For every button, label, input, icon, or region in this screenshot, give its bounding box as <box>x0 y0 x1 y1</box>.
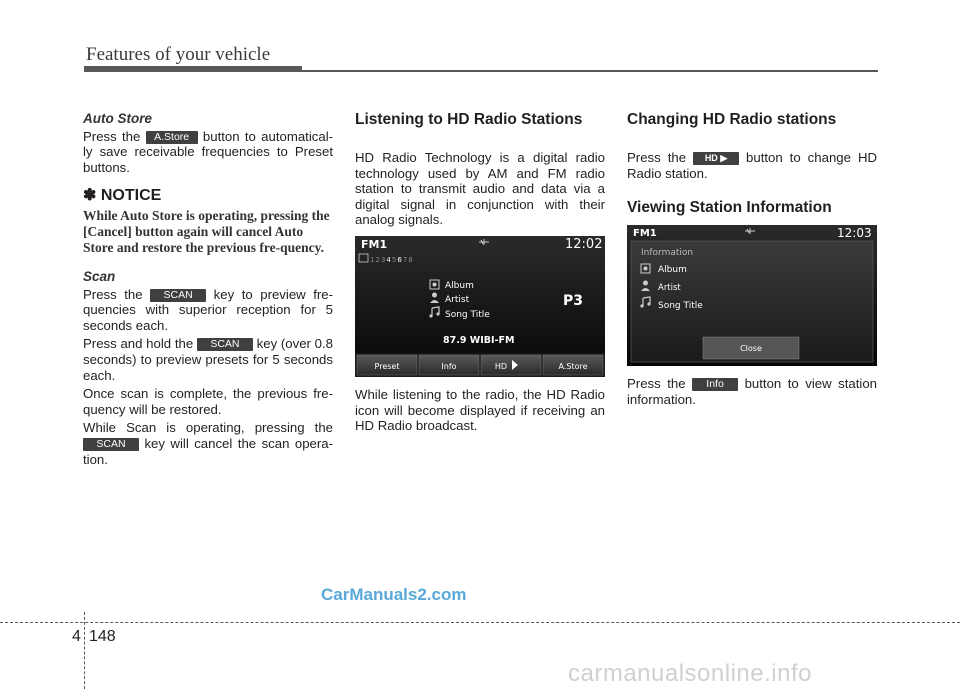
info-panel-title: Information <box>641 248 694 259</box>
preset-indicator: P3 <box>563 292 584 309</box>
artist-label: Artist <box>445 294 470 305</box>
chapter-number: 4 <box>72 628 81 645</box>
watermark-footer: carmanualsonline.info <box>568 660 812 687</box>
info-softkey: Info <box>441 361 457 371</box>
station-name: 87.9 WIBI-FM <box>443 334 515 346</box>
radio-screen-illustration <box>355 236 605 377</box>
scan-button-glyph: SCAN <box>83 438 139 451</box>
hd-radio-paragraph: HD Radio Technology is a digital radio technology used by AM and FM radio station to transmit audio and data via a digital signal in conjunction with their analog signals. <box>355 150 605 228</box>
hd-radio-heading: Listening to HD Radio Stations <box>355 111 583 128</box>
scan-button-glyph: SCAN <box>150 289 206 302</box>
hd-radio-icon-paragraph: While listening to the radio, the HD Radio icon will become displayed if receiving an HD Radio broadcast. <box>355 386 605 434</box>
preset-softkey: Preset <box>374 361 400 371</box>
notice-heading: ✽ NOTICE <box>83 187 162 205</box>
column-1 <box>83 111 333 470</box>
header-rule <box>84 66 302 72</box>
column-3 <box>627 111 877 410</box>
page-number: 148 <box>89 628 116 645</box>
column-2 <box>355 111 605 437</box>
scan-button-glyph: SCAN <box>197 338 253 351</box>
band-label: FM1 <box>633 228 657 240</box>
clock: 12:02 <box>565 236 603 252</box>
footer-rule <box>0 622 960 623</box>
info-screen-illustration <box>627 225 877 366</box>
auto-store-paragraph: Press the A.Store button to automatical-ly save receivable frequencies to Preset buttons. <box>83 128 334 175</box>
page-header-title: Features of your vehicle <box>86 44 271 65</box>
channel-strip: 12345678 <box>370 255 414 264</box>
footer-divider <box>84 612 85 689</box>
info-paragraph: Press the Info button to view station information. <box>627 376 877 407</box>
scan-paragraph-2: Press and hold the SCAN key (over 0.8 seconds) to preview presets for 5 seconds each. <box>83 336 333 383</box>
changing-hd-heading: Changing HD Radio stations <box>627 111 837 128</box>
notice-body: While Auto Store is operating, pressing the [Cancel] button again will cancel Auto Store and restore the previous fre-quency. <box>83 207 330 255</box>
scan-paragraph-4: While Scan is operating, pressing the SCAN key will cancel the scan opera-tion. <box>83 420 333 467</box>
song-title-label: Song Title <box>445 309 490 320</box>
song-title-label: Song Title <box>658 301 703 312</box>
watermark-link[interactable]: CarManuals2.com <box>321 585 467 604</box>
close-softkey: Close <box>740 344 762 354</box>
astore-button-glyph: A.Store <box>146 131 198 144</box>
scan-paragraph-3: Once scan is complete, the previous fre-quency will be restored. <box>83 386 333 417</box>
info-button-glyph: Info <box>692 378 738 391</box>
artist-label: Artist <box>658 283 681 294</box>
album-label: Album <box>658 265 687 276</box>
changing-hd-paragraph: Press the HD ▶ button to change HD Radio station. <box>627 150 877 181</box>
album-label: Album <box>445 280 474 291</box>
auto-store-heading: Auto Store <box>83 111 152 126</box>
band-label: FM1 <box>361 237 388 251</box>
artist-icon <box>432 292 437 297</box>
astore-softkey: A.Store <box>558 361 588 371</box>
hd-button-glyph: HD ▶ <box>693 152 739 165</box>
scan-paragraph-1: Press the SCAN key to preview fre-quencies with superior reception for 5 seconds each. <box>83 286 333 333</box>
hd-softkey: HD <box>494 361 508 371</box>
clock: 12:03 <box>837 226 872 241</box>
scan-heading: Scan <box>83 268 116 284</box>
viewing-station-heading: Viewing Station Information <box>627 199 832 217</box>
header-rule-thin <box>300 70 878 72</box>
